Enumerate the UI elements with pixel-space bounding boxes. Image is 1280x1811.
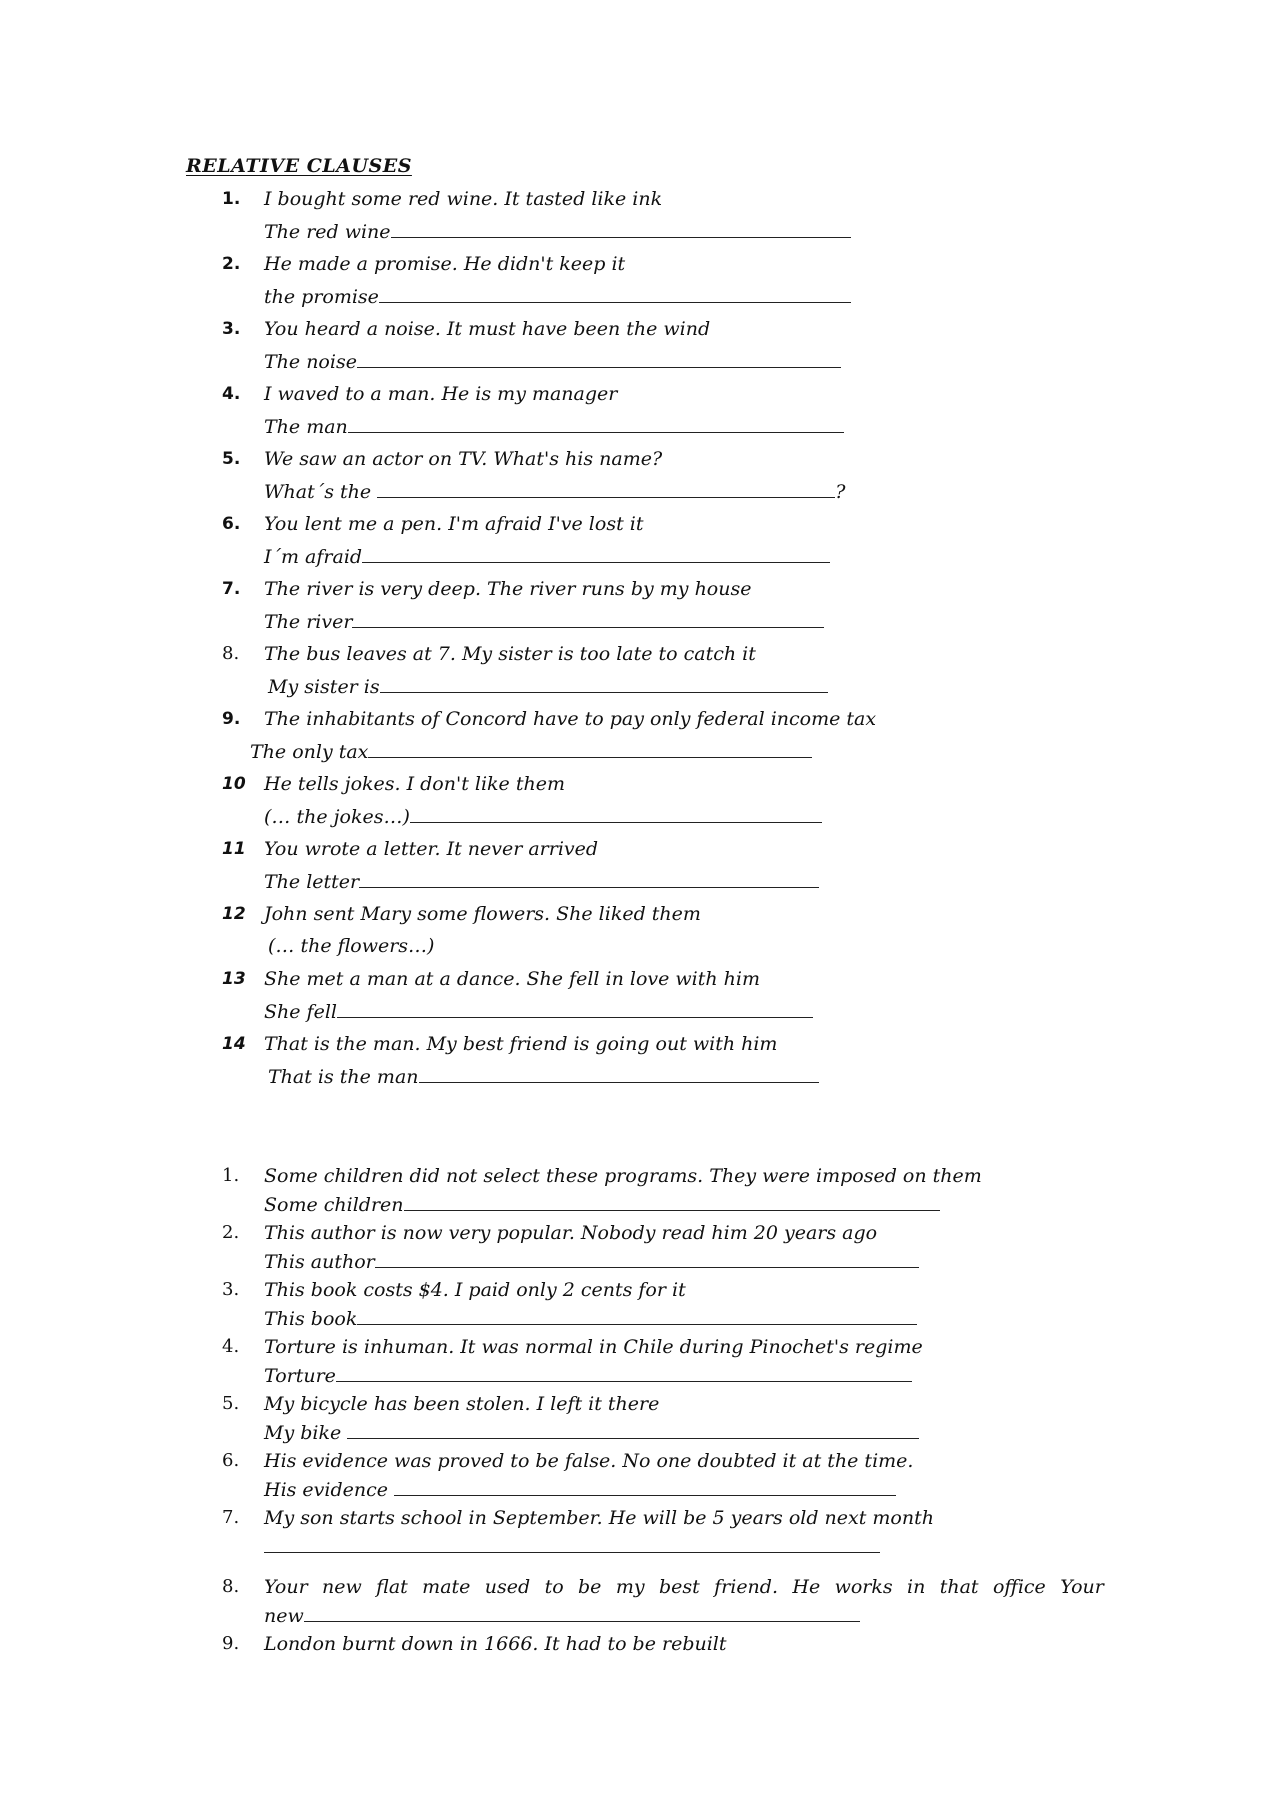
answer-blank[interactable] [410, 804, 822, 823]
prompt-word: flat [376, 1576, 408, 1598]
answer-start: My sister is [268, 676, 380, 698]
answer-line[interactable] [264, 284, 851, 309]
answer-line[interactable] [268, 1064, 819, 1089]
item-prompt: Torture is inhuman. It was normal in Chile during Pinochet's regime [264, 1336, 923, 1358]
answer-line[interactable] [264, 1249, 919, 1274]
answer-line[interactable] [264, 1363, 912, 1388]
answer-line[interactable] [264, 479, 845, 504]
answer-line[interactable] [264, 544, 830, 569]
item-number: 9. [222, 1633, 240, 1654]
answer-line[interactable] [264, 1534, 880, 1559]
answer-start: What´s the [264, 481, 372, 503]
answer-start: The river [264, 611, 353, 633]
item-prompt: The bus leaves at 7. My sister is too late to catch it [264, 643, 756, 665]
answer-blank[interactable] [377, 479, 835, 498]
item-prompt: I bought some red wine. It tasted like ink [264, 188, 663, 210]
answer-start: The only tax [250, 741, 369, 763]
item-number: 11 [222, 839, 246, 859]
item-number: 5. [222, 1393, 240, 1414]
prompt-word: be [578, 1576, 602, 1598]
item-prompt: John sent Mary some flowers. She liked them [264, 903, 701, 925]
answer-blank[interactable] [304, 1603, 860, 1622]
answer-blank[interactable] [352, 609, 824, 628]
item-number: 2. [222, 254, 241, 274]
answer-blank[interactable] [357, 349, 841, 368]
answer-line[interactable] [264, 349, 841, 374]
item-prompt: She met a man at a dance. She fell in love with him [264, 968, 760, 990]
item-prompt: He tells jokes. I don't like them [264, 773, 565, 795]
item-number: 2. [222, 1222, 240, 1243]
item-number: 5. [222, 449, 241, 469]
item-number: 13 [222, 969, 246, 989]
item-number: 6. [222, 514, 241, 534]
answer-blank[interactable] [394, 1477, 896, 1496]
answer-blank[interactable] [419, 1064, 819, 1083]
item-prompt [264, 1575, 1104, 1599]
prompt-word: works [834, 1576, 893, 1598]
answer-blank[interactable] [391, 219, 851, 238]
answer-blank[interactable] [337, 999, 813, 1018]
answer-line[interactable] [264, 999, 813, 1024]
item-prompt: That is the man. My best friend is going out with him [264, 1033, 778, 1055]
item-prompt: The river is very deep. The river runs by my house [264, 578, 752, 600]
item-prompt: Some children did not select these programs. They were imposed on them [264, 1165, 982, 1187]
item-prompt: You lent me a pen. I'm afraid I've lost it [264, 513, 644, 535]
item-number: 7. [222, 1507, 240, 1528]
answer-start: The red wine [264, 221, 391, 243]
answer-line[interactable] [264, 1477, 896, 1502]
item-number: 4. [222, 1336, 240, 1357]
answer-line[interactable] [264, 609, 824, 634]
answer-start: I´m afraid [264, 546, 363, 568]
answer-blank[interactable] [362, 544, 830, 563]
answer-blank[interactable] [379, 284, 851, 303]
answer-start: new [264, 1605, 304, 1627]
answer-start: His evidence [264, 1479, 389, 1501]
item-number: 3. [222, 1279, 240, 1300]
item-prompt: This author is now very popular. Nobody read him 20 years ago [264, 1222, 878, 1244]
answer-blank[interactable] [368, 739, 812, 758]
item-prompt: His evidence was proved to be false. No one doubted it at the time. [264, 1450, 914, 1472]
item-prompt: You heard a noise. It must have been the wind [264, 318, 711, 340]
answer-blank[interactable] [357, 1306, 917, 1325]
item-number: 7. [222, 579, 241, 599]
page-title: RELATIVE CLAUSES [186, 155, 412, 177]
answer-line[interactable] [264, 1603, 860, 1628]
item-number: 9. [222, 709, 241, 729]
prompt-word: Your [1060, 1576, 1104, 1598]
answer-start: This book [264, 1308, 358, 1330]
prompt-word: friend. [714, 1576, 778, 1598]
answer-start: She fell [264, 1001, 337, 1023]
item-number: 6. [222, 1450, 240, 1471]
item-prompt: I waved to a man. He is my manager [264, 383, 618, 405]
prompt-word: in [907, 1576, 926, 1598]
item-number: 10 [222, 774, 246, 794]
answer-start: (… the flowers…) [268, 935, 435, 957]
answer-line[interactable] [264, 804, 822, 829]
item-prompt: You wrote a letter. It never arrived [264, 838, 599, 860]
item-prompt: He made a promise. He didn't keep it [264, 253, 626, 275]
prompt-word: best [658, 1576, 700, 1598]
answer-start: (… the jokes…) [264, 806, 410, 828]
answer-line[interactable] [264, 1420, 919, 1445]
item-number: 1. [222, 189, 241, 209]
answer-blank[interactable] [359, 869, 819, 888]
answer-blank[interactable] [264, 1534, 880, 1553]
answer-blank[interactable] [375, 1249, 919, 1268]
item-number: 14 [222, 1034, 246, 1054]
answer-start: The letter [264, 871, 360, 893]
prompt-word: new [322, 1576, 362, 1598]
answer-blank[interactable] [347, 1420, 919, 1439]
answer-line[interactable] [264, 1192, 940, 1217]
answer-start: My bike [264, 1422, 342, 1444]
prompt-word: Your [264, 1576, 308, 1598]
answer-start: Some children [264, 1194, 404, 1216]
answer-line [268, 934, 434, 958]
answer-line[interactable] [264, 1306, 917, 1331]
item-number: 12 [222, 904, 246, 924]
prompt-word: to [544, 1576, 564, 1598]
item-number: 4. [222, 384, 241, 404]
answer-line[interactable] [264, 414, 844, 439]
prompt-word: mate [422, 1576, 471, 1598]
answer-start: This author [264, 1251, 375, 1273]
item-prompt: This book costs $4. I paid only 2 cents for it [264, 1279, 686, 1301]
answer-line[interactable] [268, 674, 828, 699]
item-number: 1. [222, 1165, 240, 1186]
answer-blank[interactable] [380, 674, 828, 693]
item-prompt: London burnt down in 1666. It had to be rebuilt [264, 1633, 727, 1655]
item-prompt: The inhabitants of Concord have to pay only federal income tax [264, 708, 877, 730]
item-number: 8. [222, 1576, 240, 1597]
prompt-word: He [792, 1576, 821, 1598]
answer-blank[interactable] [348, 414, 844, 433]
answer-line[interactable] [264, 869, 819, 894]
prompt-word: my [615, 1576, 645, 1598]
answer-line[interactable] [264, 219, 851, 244]
item-prompt: My son starts school in September. He will be 5 years old next month [264, 1507, 934, 1529]
item-number: 3. [222, 319, 241, 339]
prompt-word: that [939, 1576, 979, 1598]
answer-blank[interactable] [336, 1363, 912, 1382]
answer-line[interactable] [250, 739, 812, 764]
item-prompt: My bicycle has been stolen. I left it there [264, 1393, 660, 1415]
answer-start: Torture [264, 1365, 336, 1387]
prompt-word: office [992, 1576, 1046, 1598]
answer-start: The noise [264, 351, 357, 373]
answer-start: The man [264, 416, 348, 438]
item-prompt: We saw an actor on TV. What's his name? [264, 448, 663, 470]
prompt-word: used [484, 1576, 531, 1598]
answer-end: ? [835, 481, 846, 503]
answer-start: That is the man [268, 1066, 419, 1088]
answer-blank[interactable] [404, 1192, 940, 1211]
item-number: 8. [222, 643, 240, 664]
answer-start: the promise [264, 286, 379, 308]
